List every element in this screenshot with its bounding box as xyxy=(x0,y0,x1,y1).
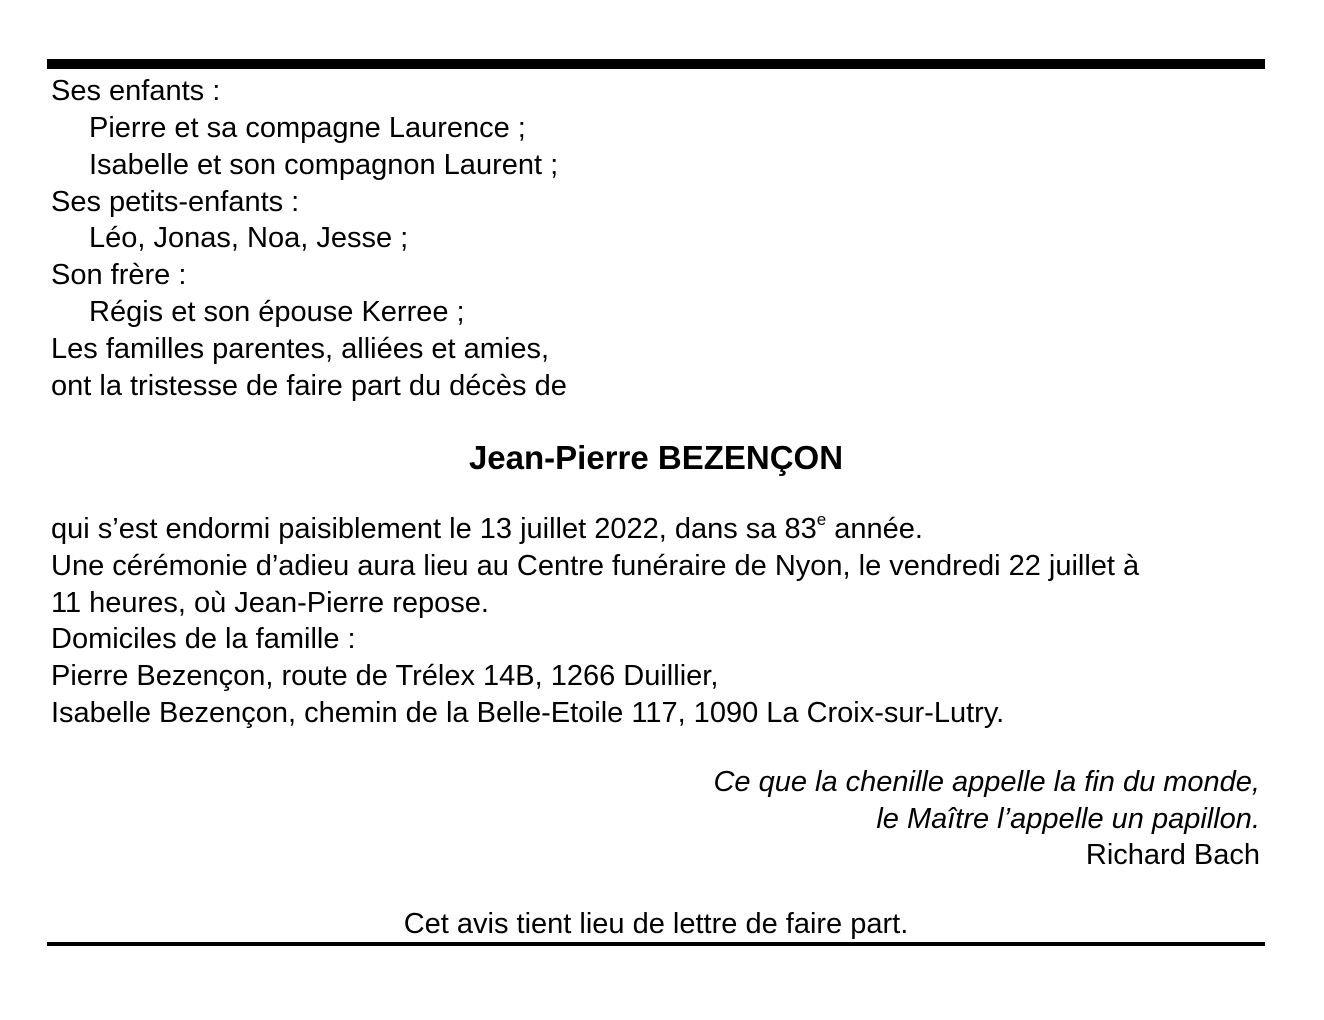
child-1: Pierre et sa compagne Laurence ; xyxy=(89,112,526,144)
deceased-name: Jean-Pierre BEZENÇON xyxy=(468,439,844,476)
passing-line xyxy=(51,511,923,547)
obituary-notice xyxy=(47,0,1265,1020)
quote-line-2: le Maître l’appelle un papillon. xyxy=(876,803,1260,835)
passing-text: qui s’est endormi paisiblement le 13 juillet 2022, dans sa 83 xyxy=(51,513,817,545)
top-rule xyxy=(47,59,1265,69)
quote-line-1: Ce que la chenille appelle la fin du monde, xyxy=(713,766,1260,798)
footer-note: Cet avis tient lieu de lettre de faire part. xyxy=(403,908,909,940)
brother-name: Régis et son épouse Kerree ; xyxy=(89,296,465,328)
bottom-rule xyxy=(47,942,1265,946)
domicile-2: Isabelle Bezençon, chemin de la Belle-Etoile 117, 1090 La Croix-sur-Lutry. xyxy=(51,697,1005,729)
domiciles-heading: Domiciles de la famille : xyxy=(51,623,356,655)
domicile-1: Pierre Bezençon, route de Trélex 14B, 1266 Duillier, xyxy=(51,660,719,692)
passing-text-end: année. xyxy=(826,513,923,545)
announcement-line: ont la tristesse de faire part du décès de xyxy=(51,370,567,402)
ceremony-line-2: 11 heures, où Jean-Pierre repose. xyxy=(51,587,489,619)
grandchildren-names: Léo, Jonas, Noa, Jesse ; xyxy=(89,222,409,254)
ceremony-line-1: Une cérémonie d’adieu aura lieu au Centre funéraire de Nyon, le vendredi 22 juillet à xyxy=(51,550,1140,582)
grandchildren-heading: Ses petits-enfants : xyxy=(51,186,300,218)
children-heading: Ses enfants : xyxy=(51,75,221,107)
brother-heading: Son frère : xyxy=(51,259,187,291)
relatives-line: Les familles parentes, alliées et amies, xyxy=(51,333,550,365)
ordinal-suffix: e xyxy=(816,510,827,529)
child-2: Isabelle et son compagnon Laurent ; xyxy=(89,149,559,181)
quote-author: Richard Bach xyxy=(1085,839,1260,871)
